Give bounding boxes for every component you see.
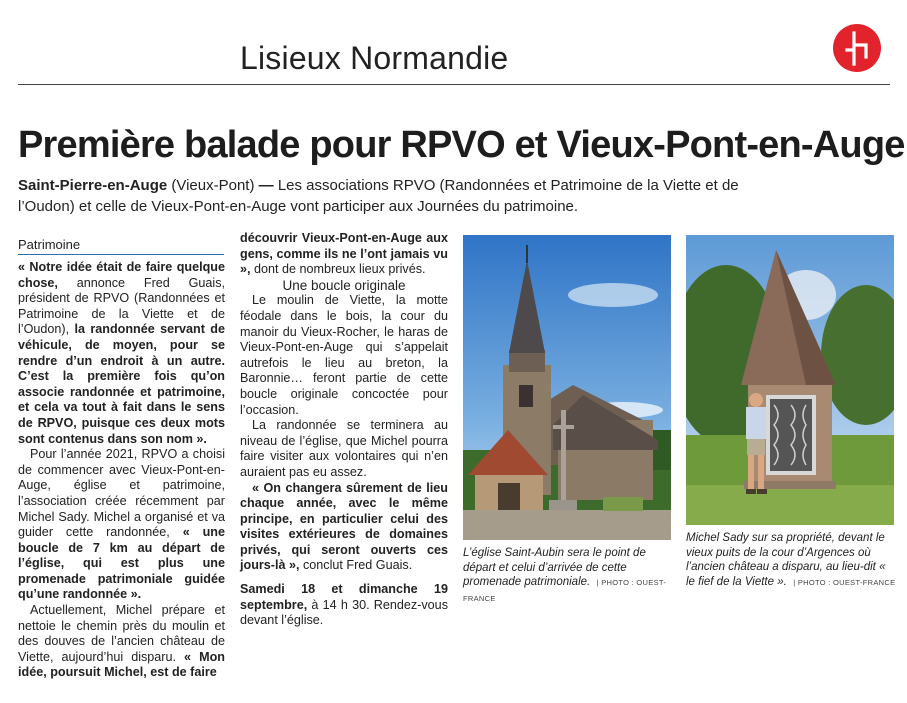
photo-caption-1	[463, 546, 673, 606]
paragraph-text: Pour l’année 2021, RPVO a choisi de commencer avec Vieux-Pont-en-Auge, église et patrimoine, l’association créée récemment par Michel Sady. Michel a organisé et va guider cette randonnée,	[18, 447, 225, 540]
rubric-label: Patrimoine	[18, 237, 224, 255]
paragraph	[18, 447, 225, 603]
quote-bold: « Notre idée était de faire quelque chose,	[18, 260, 225, 290]
well-photo	[686, 235, 894, 525]
photo-credit: | PHOTO : OUEST-FRANCE	[793, 577, 896, 587]
paragraph: Le moulin de Viette, la motte féodale dans le bois, la cour du manoir du Vieux-Rocher, le haras de Vieux-Pont-en-Auge qui s’appelait autrefois le lieu au breton, la Baronnie… feront partie de cette boucle originale concoctée pour l’occasion.	[240, 293, 448, 417]
quote-bold: la randonnée servant de véhicule, de moyen, pour se rendre d’un endroit à un autre. C’est la première fois qu’on associe randonnée et patrimoine, et cela va tout à fait dans le sens de RPVO, puisque ces deux mots sont contenus dans son nom ».	[18, 322, 225, 446]
paragraph-text: annonce Fred Guais, président de RPVO (Randonnées et Patrimoine de la Viette et de l’Oudon),	[18, 275, 225, 337]
subheading: Une boucle originale	[282, 277, 406, 293]
church-photo	[463, 235, 671, 540]
lead-place-detail: (Vieux-Pont)	[171, 177, 255, 194]
header-divider	[18, 84, 890, 85]
ouest-france-logo-icon	[833, 24, 881, 72]
quote-bold: « une boucle de 7 km au départ de l’église, qui est plus une promenade patrimoniale guidée qu’une randonnée ».	[18, 525, 225, 602]
event-info	[240, 582, 448, 629]
paragraph	[18, 260, 225, 447]
quote-bold: « On changera sûrement de lieu chaque année, avec le même principe, en particulier celui des visites extérieures de domaines privés, qui seront ouverts ces jours-là »,	[240, 480, 448, 573]
caption-text: Michel Sady sur sa propriété, devant le vieux puits de la cour d’Argences où l’ancien château a disparu, au lieu-dit « le fief de la Viette ».	[686, 532, 886, 588]
lead-dash: —	[254, 177, 278, 194]
article-column-1	[18, 260, 225, 681]
paragraph	[240, 231, 448, 278]
paragraph-text: Actuellement, Michel prépare et nettoie le chemin près du moulin et des douves de l’ancien château de Viette, aujourd’hui disparu.	[18, 603, 225, 664]
paragraph-text: conclut Fred Guais.	[299, 558, 413, 573]
photo-caption-2	[686, 531, 896, 590]
caption-text: L’église Saint-Aubin sera le point de départ et celui d’arrivée de cette promenade patrimoniale.	[463, 547, 646, 588]
paragraph	[18, 603, 225, 681]
paragraph	[240, 481, 448, 575]
lead-place: Saint-Pierre-en-Auge	[18, 177, 168, 194]
article-column-2	[240, 231, 448, 629]
photo-credit: | PHOTO : OUEST-FRANCE	[463, 578, 667, 603]
event-details: à 14 h 30. Rendez-vous devant l’église.	[240, 597, 448, 628]
paragraph-text: dont de nombreux lieux privés.	[250, 262, 426, 277]
quote-bold: « Mon idée, poursuit Michel, est de faire	[18, 649, 225, 680]
section-title: Lisieux Normandie	[240, 40, 509, 76]
quote-bold: découvrir Vieux-Pont-en-Auge aux gens, comme ils ne l’ont jamais vu »,	[240, 231, 448, 277]
event-date: Samedi 18 et dimanche 19 septembre,	[240, 582, 448, 612]
paragraph: La randonnée se terminera au niveau de l’église, que Michel pourra faire visiter aux volontaires qui n’en auraient pas eu assez.	[240, 418, 448, 479]
headline: Première balade pour RPVO et Vieux-Pont-en-Auge	[18, 124, 905, 166]
lead-text: Les associations RPVO (Randonnées et Patrimoine de la Viette et de l’Oudon) et celle de Vieux-Pont-en-Auge vont participer aux Journées du patrimoine.	[18, 177, 739, 215]
lead-paragraph	[18, 176, 758, 217]
